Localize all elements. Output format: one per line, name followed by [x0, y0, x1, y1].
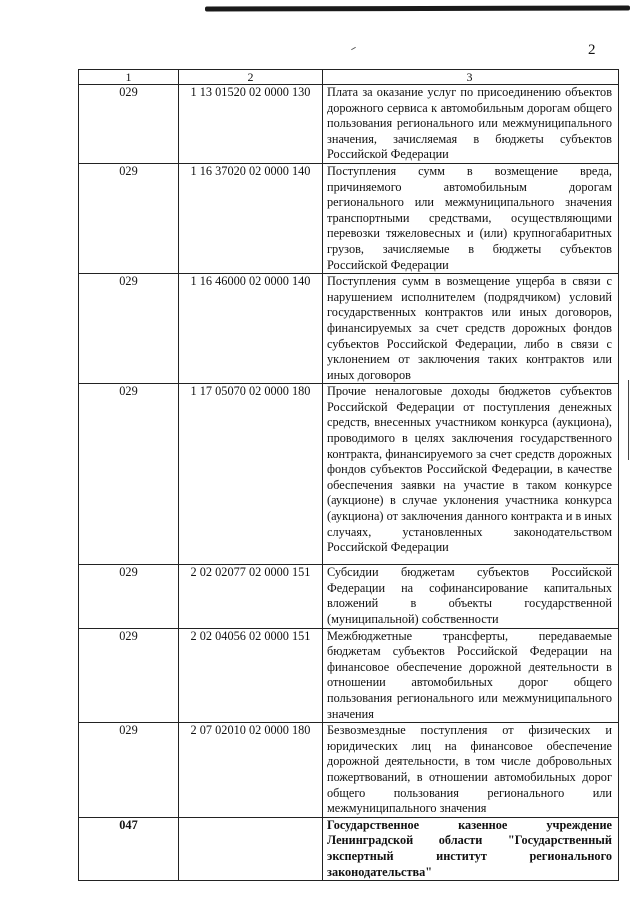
- revenue-code-cell: 1 17 05070 02 0000 180: [179, 384, 323, 565]
- admin-code-cell: 029: [79, 163, 179, 273]
- table-row: [79, 274, 619, 384]
- admin-code-cell: 029: [79, 274, 179, 384]
- revenue-codes-table: [78, 69, 619, 881]
- revenue-code-cell: [179, 817, 323, 880]
- table-row: [79, 817, 619, 880]
- revenue-name-cell: Безвозмездные поступления от физических и юридических лиц на финансовое обеспечение дорожной деятельности, в том числе добровольных пожертвований, в отношении автомобильных дорог общего пользования регионального или межмуниципального значения: [323, 723, 619, 818]
- header-col-2: 2: [179, 70, 323, 85]
- admin-code-cell: 029: [79, 723, 179, 818]
- admin-code-cell: 029: [79, 384, 179, 565]
- revenue-code-cell: 2 07 02010 02 0000 180: [179, 723, 323, 818]
- revenue-name-cell: Прочие неналоговые доходы бюджетов субъектов Российской Федерации от поступления денежных средств, внесенных участником конкурса (аукциона), проводимого в целях заключения государственного контракта, финансируемого за счет средств дорожных фондов субъектов Российской Федерации, в качестве обеспечения заявки на участие в таком конкурсе (аукционе) в случае уклонения участника конкурса (аукциона) от заключения данного контракта и в иных случаях, установленных законодательством Российской Федерации: [323, 384, 619, 565]
- table-row: [79, 723, 619, 818]
- revenue-code-cell: 2 02 04056 02 0000 151: [179, 628, 323, 723]
- revenue-code-cell: 2 02 02077 02 0000 151: [179, 565, 323, 628]
- revenue-name-cell: Поступления сумм в возмещение вреда, причиняемого автомобильным дорогам регионального или межмуниципального значения транспортными средствами, осуществляющими перевозки тяжеловесных и (или) крупногабаритных грузов, зачисляемые в бюджеты субъектов Российской Федерации: [323, 163, 619, 273]
- admin-code-cell: 029: [79, 565, 179, 628]
- table-header-row: [79, 70, 619, 85]
- revenue-code-cell: 1 16 37020 02 0000 140: [179, 163, 323, 273]
- admin-code-cell: 029: [79, 628, 179, 723]
- table-row: [79, 628, 619, 723]
- scan-top-bar: [205, 5, 630, 11]
- table-row: [79, 384, 619, 565]
- scan-mark: [351, 47, 356, 50]
- admin-code-cell: 047: [79, 817, 179, 880]
- header-col-1: 1: [79, 70, 179, 85]
- header-col-3: 3: [323, 70, 619, 85]
- revenue-name-cell: Поступления сумм в возмещение ущерба в связи с нарушением исполнителем (подрядчиком) условий государственных контрактов или иных договоров, финансируемых за счет средств дорожных фондов субъектов Российской Федерации, либо в связи с уклонением от заключения таких контрактов или иных договоров: [323, 274, 619, 384]
- revenue-name-cell: Плата за оказание услуг по присоединению объектов дорожного сервиса к автомобильным дорогам общего пользования регионального или межмуниципального значения, зачисляемая в бюджеты субъектов Российской Федерации: [323, 85, 619, 164]
- page-number: 2: [588, 42, 596, 58]
- revenue-name-cell: Субсидии бюджетам субъектов Российской Федерации на софинансирование капитальных вложений в объекты государственной (муниципальной) собственности: [323, 565, 619, 628]
- table-row: [79, 163, 619, 273]
- admin-code-cell: 029: [79, 85, 179, 164]
- scan-edge-mark: [628, 380, 629, 460]
- revenue-name-cell: Межбюджетные трансферты, передаваемые бюджетам субъектов Российской Федерации на финансовое обеспечение дорожной деятельности в отношении автомобильных дорог общего пользования регионального или межмуниципального значения: [323, 628, 619, 723]
- administrator-name-cell: Государственное казенное учреждение Ленинградской области "Государственный экспертный институт регионального законодательства": [323, 817, 619, 880]
- revenue-code-cell: 1 13 01520 02 0000 130: [179, 85, 323, 164]
- table-row: [79, 565, 619, 628]
- table-row: [79, 85, 619, 164]
- revenue-code-cell: 1 16 46000 02 0000 140: [179, 274, 323, 384]
